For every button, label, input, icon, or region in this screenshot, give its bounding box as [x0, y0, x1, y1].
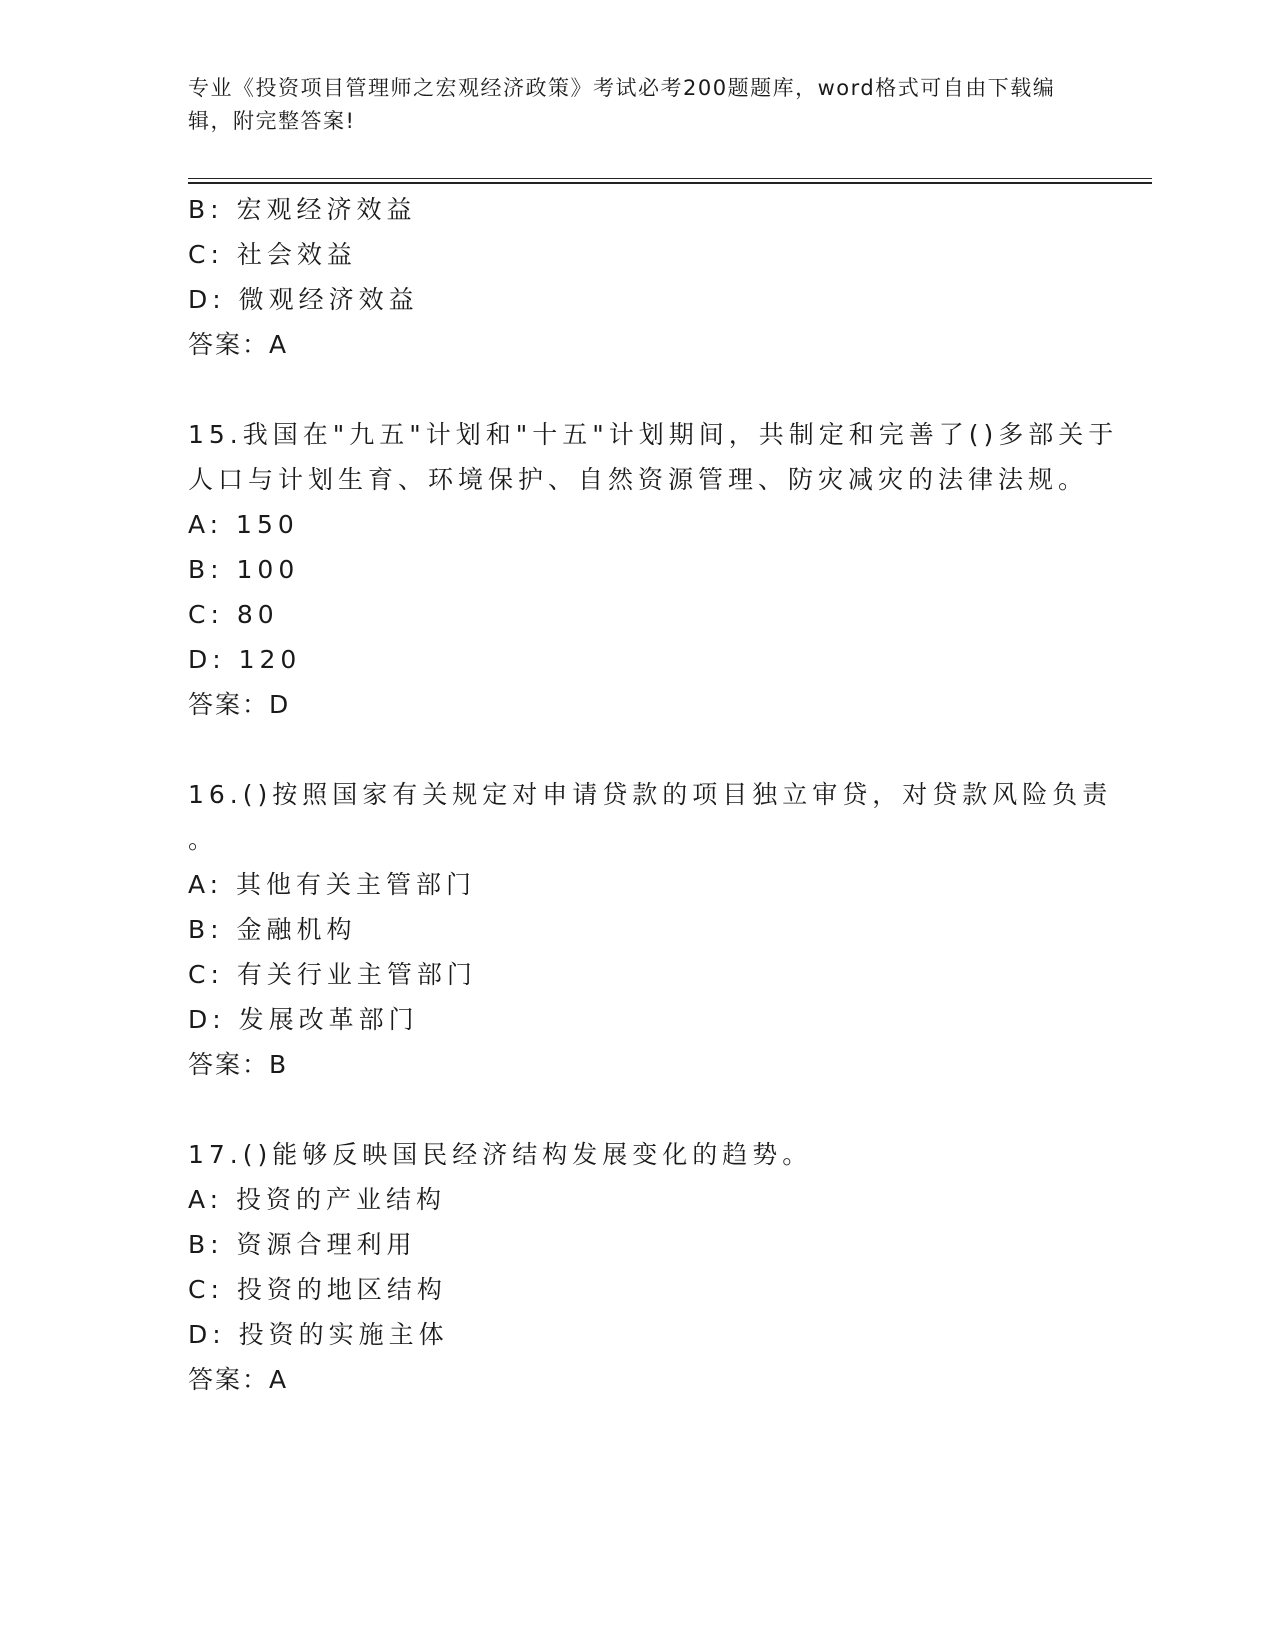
option-line: B: 资源合理利用 [188, 1230, 417, 1259]
option-line: A: 150 [188, 510, 299, 539]
question-line: 15.我国在"九五"计划和"十五"计划期间，共制定和完善了()多部关于 [188, 420, 1119, 449]
answer-line: 答案：D [188, 690, 291, 719]
option-line: D: 微观经济效益 [188, 285, 419, 314]
option-line: B: 宏观经济效益 [188, 195, 417, 224]
question-line: 16.()按照国家有关规定对申请贷款的项目独立审贷，对贷款风险负责 [188, 780, 1113, 809]
option-line: D: 120 [188, 645, 302, 674]
header-rule-thick [188, 182, 1152, 184]
question-line: 人口与计划生育、环境保护、自然资源管理、防灾减灾的法律法规。 [188, 465, 1089, 494]
answer-line: 答案：B [188, 1050, 289, 1079]
option-line: C: 投资的地区结构 [188, 1275, 447, 1304]
option-line: C: 80 [188, 600, 279, 629]
header-rule-thin [188, 178, 1152, 179]
question-line: 。 [188, 825, 219, 854]
option-line: D: 发展改革部门 [188, 1005, 419, 1034]
document-header: 专业《投资项目管理师之宏观经济政策》考试必考200题题库，word格式可自由下载编辑，附完整答案! [188, 76, 1056, 133]
question-line: 17.()能够反映国民经济结构发展变化的趋势。 [188, 1140, 813, 1169]
option-line: C: 有关行业主管部门 [188, 960, 477, 989]
option-line: C: 社会效益 [188, 240, 357, 269]
answer-line: 答案：A [188, 330, 289, 359]
option-line: A: 投资的产业结构 [188, 1185, 447, 1214]
option-line: A: 其他有关主管部门 [188, 870, 477, 899]
option-line: D: 投资的实施主体 [188, 1320, 449, 1349]
option-line: B: 金融机构 [188, 915, 357, 944]
option-line: B: 100 [188, 555, 300, 584]
answer-line: 答案：A [188, 1365, 289, 1394]
